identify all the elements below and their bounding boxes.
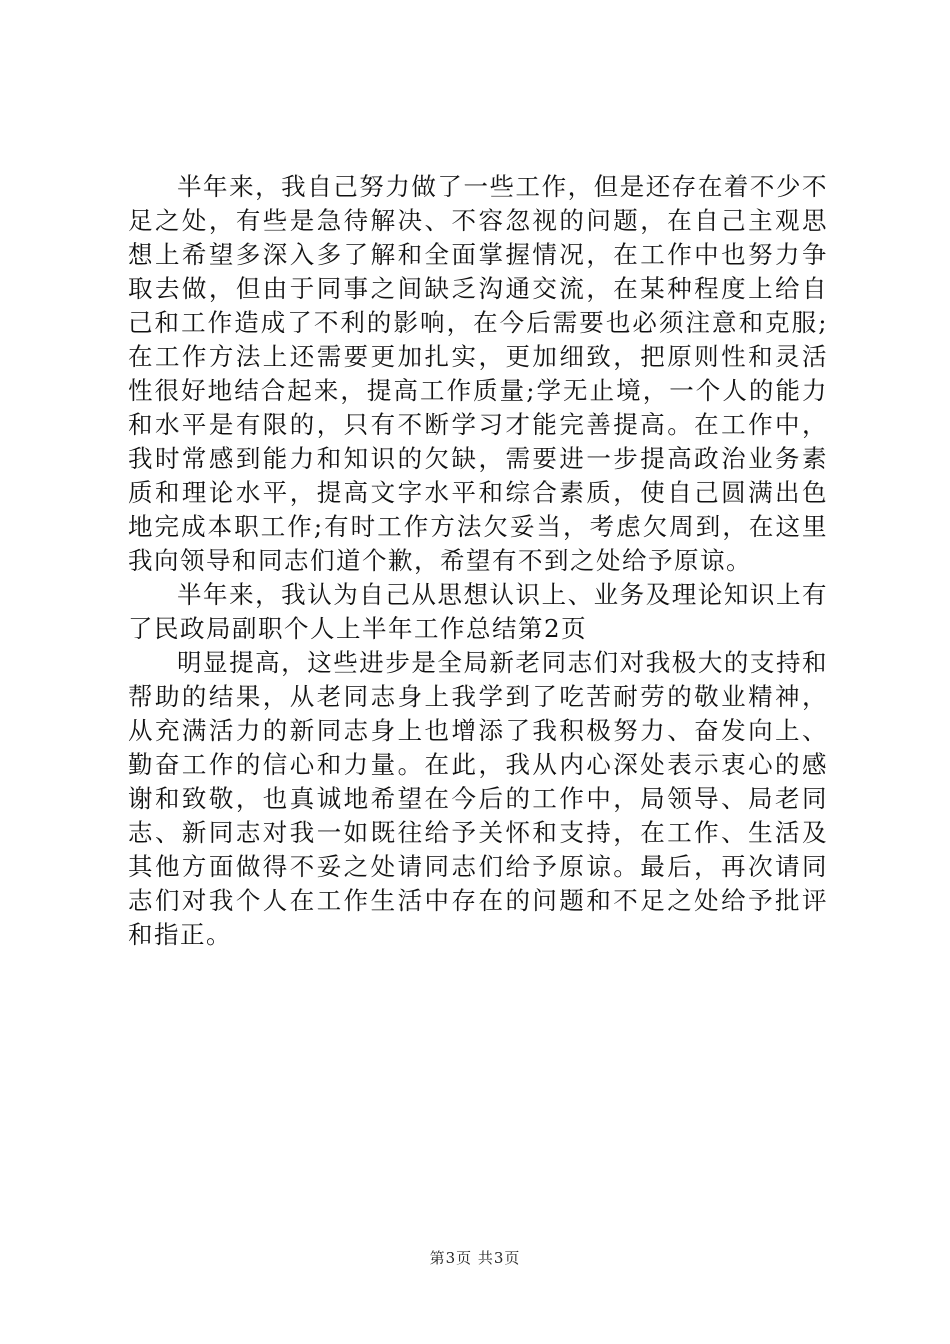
document-body: [128, 170, 828, 952]
paragraph: 明显提高，这些进步是全局新老同志们对我极大的支持和帮助的结果，从老同志身上我学到了吃苦耐劳的敬业精神，从充满活力的新同志身上也增添了我积极努力、奋发向上、勤奋工作的信心和力量。在此，我从内心深处表示衷心的感谢和致敬，也真诚地希望在今后的工作中，局领导、局老同志、新同志对我一如既往给予关怀和支持，在工作、生活及其他方面做得不妥之处请同志们给予原谅。最后，再次请同志们对我个人在工作生活中存在的问题和不足之处给予批评和指正。: [128, 648, 828, 949]
paragraph: 半年来，我认为自己从思想认识上、业务及理论知识上有了民政局副职个人上半年工作总结第2页: [128, 580, 828, 643]
paragraph: 半年来，我自己努力做了一些工作，但是还存在着不少不足之处，有些是急待解决、不容忽视的问题，在自己主观思想上希望多深入多了解和全面掌握情况，在工作中也努力争取去做，但由于同事之间缺乏沟通交流，在某种程度上给自己和工作造成了不利的影响，在今后需要也必须注意和克服;在工作方法上还需要更加扎实，更加细致，把原则性和灵活性很好地结合起来，提高工作质量;学无止境，一个人的能力和水平是有限的，只有不断学习才能完善提高。在工作中，我时常感到能力和知识的欠缺，需要进一步提高政治业务素质和理论水平，提高文字水平和综合素质，使自己圆满出色地完成本职工作;有时工作方法欠妥当，考虑欠周到，在这里我向领导和同志们道个歉，希望有不到之处给予原谅。: [128, 172, 828, 575]
page-number-footer: 第3页 共3页: [429, 1249, 521, 1267]
